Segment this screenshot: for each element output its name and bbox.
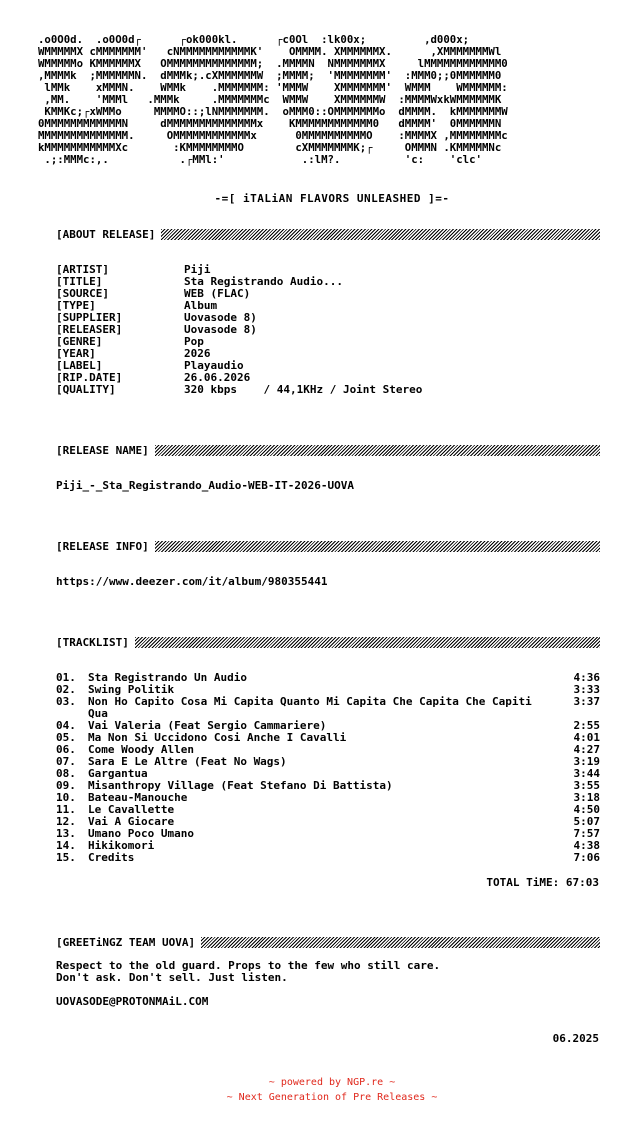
track-num: 06. [56,743,76,756]
track-title: Ma Non Si Uccidono Cosi Anche I Cavalli [88,731,347,744]
release-info-link[interactable]: https://www.deezer.com/it/album/980355441 [56,575,328,588]
track-time: 7:06 [573,851,600,864]
release-name: Piji_-_Sta_Registrando_Audio-WEB-IT-2026-UOVA [56,479,355,492]
about-key: [RIP.DATE] [56,371,123,384]
track-time: 4:01 [573,731,600,744]
section-label: [ABOUT RELEASE] [56,227,156,241]
track-num: 07. [56,755,76,768]
track-time: 4:36 [573,671,600,684]
section-header-about [56,227,600,241]
about-row [56,336,422,348]
track-time: 3:55 [573,779,600,792]
total-time: TOTAL TiME: 67:03 [486,876,599,889]
greetings-line-2: Don't ask. Don't sell. Just listen. [56,971,288,984]
section-label: [GREETiNGZ TEAM UOVA] [56,935,196,949]
track-title: Non Ho Capito Cosa Mi Capita Quanto Mi Capita Che Capita Che Capiti Qua [88,695,532,720]
track-time: 5:07 [573,815,600,828]
track-title: Come Woody Allen [88,743,194,756]
track-title: Vai Valeria (Feat Sergio Cammariere) [88,719,327,732]
track-title: Credits [88,851,135,864]
track-title: Umano Poco Umano [88,827,194,840]
about-key: [LABEL] [56,359,103,372]
track-num: 08. [56,767,76,780]
ascii-art-logo: .o0O0d. .o0O0d┌ ┌ok000kl. ┌c0Ol :lk00x; ,d000x; WMMMMMX cMMMMMMM' cNMMMMMMMMMMMK' OMMMM. XMMMMMMX. ,XMMMMMMMWl WMMMMMo KMMMMMMX OMMMMMMMMMMMMMM; .MMMMN NMMMMMMMX lMMMMMMMMMMMM0 ,MMMMk ;MMMMMMN. dMMMk;.cXMMMMMMW ;MMMM; 'MMMMMMMM' :MMM0;;0MMMMMM0 lMMk xMMMN. WMMk .MMMMMMM: 'MMMW XMMMMMMM' WMMM WMMMMMM: ,MM. 'MMMl .MMMk .MMMMMMMc WMMW XMMMMMMW :MMMMWxkWMMMMMMK KMMKc;┌xWMMo MMMMO::;lNMMMMMMM. oMMM0::OMMMMMMMo dMMMM. kMMMMMMMW 0MMMMMMMMMMMMN dMMMMMMMMMMMMMMx KMMMMMMMMMMMM0 dMMMM' 0MMMMMMN MMMMMMMMMMMMMM. OMMMMMMMMMMMMx 0MMMMMMMMMMO :MMMMX ,MMMMMMMMc kMMMMMMMMMMMXc :KMMMMMMMMO cXMMMMMMMK;┌ OMMMN .KMMMMMNc .;:MMMc:,. .┌MMl:' .:lM?. 'c: 'clc' [38,33,508,166]
about-key: [TYPE] [56,299,96,312]
track-title: Hikikomori [88,839,155,852]
about-value: Album [184,299,218,312]
about-key: [QUALITY] [56,383,116,396]
about-value: Piji [184,263,211,276]
greetings-line-1: Respect to the old guard. Props to the few who still care. [56,959,441,972]
track-time: 4:38 [573,839,600,852]
track-time: 3:18 [573,791,600,804]
hatch-divider [155,445,600,456]
track-row [56,852,600,864]
about-row [56,324,422,336]
track-time: 3:33 [573,683,600,696]
track-time: 4:27 [573,743,600,756]
track-num: 04. [56,719,76,732]
section-label: [TRACKLIST] [56,635,129,649]
track-title: Sta Registrando Un Audio [88,671,247,684]
track-num: 05. [56,731,76,744]
track-title: Sara E Le Altre (Feat No Wags) [88,755,287,768]
track-title: Le Cavallette [88,803,175,816]
track-title: Vai A Giocare [88,815,175,828]
track-time: 3:19 [573,755,600,768]
section-header-release-info [56,539,600,553]
track-time: 7:57 [573,827,600,840]
about-key: [RELEASER] [56,323,123,336]
about-key: [ARTIST] [56,263,109,276]
about-row [56,288,422,300]
track-title: Misanthropy Village (Feat Stefano Di Battista) [88,779,393,792]
about-value: Uovasode 8) [184,323,257,336]
track-num: 10. [56,791,76,804]
about-row [56,384,422,396]
section-header-tracklist [56,635,600,649]
hatch-divider [155,541,600,552]
footer-tagline: ~ Next Generation of Pre Releases ~ [226,1092,438,1103]
about-value: Playaudio [184,359,244,372]
release-date: 06.2025 [552,1032,599,1045]
track-title: Gargantua [88,767,148,780]
track-num: 09. [56,779,76,792]
about-key: [SOURCE] [56,287,109,300]
track-row [56,696,600,720]
about-value: Pop [184,335,204,348]
track-num: 14. [56,839,76,852]
about-value: 26.06.2026 [184,371,251,384]
track-num: 15. [56,851,76,864]
track-num: 11. [56,803,76,816]
track-title: Swing Politik [88,683,175,696]
track-num: 13. [56,827,76,840]
about-release-list [56,264,422,396]
track-time: 2:55 [573,719,600,732]
track-time: 4:50 [573,803,600,816]
tagline: -=[ iTALiAN FLAVORS UNLEASHED ]=- [214,192,450,205]
about-value: Uovasode 8) [184,311,257,324]
section-label: [RELEASE NAME] [56,443,149,457]
section-label: [RELEASE INFO] [56,539,149,553]
hatch-divider [201,937,600,948]
hatch-divider [135,637,600,648]
about-key: [GENRE] [56,335,103,348]
about-value: 320 kbps / 44,1KHz / Joint Stereo [184,383,423,396]
track-num: 03. [56,695,76,708]
about-value: 2026 [184,347,211,360]
hatch-divider [161,229,600,240]
about-key: [YEAR] [56,347,96,360]
about-key: [TITLE] [56,275,103,288]
track-num: 02. [56,683,76,696]
track-row [56,840,600,852]
about-key: [SUPPLIER] [56,311,123,324]
track-time: 3:44 [573,767,600,780]
footer-powered-by[interactable]: ~ powered by NGP.re ~ [268,1077,396,1088]
track-num: 01. [56,671,76,684]
about-value: Sta Registrando Audio... [184,275,343,288]
contact-email[interactable]: UOVASODE@PROTONMAiL.COM [56,995,209,1008]
section-header-release-name [56,443,600,457]
track-time: 3:37 [573,695,600,708]
tracklist [56,672,600,864]
track-title: Bateau-Manouche [88,791,188,804]
about-value: WEB (FLAC) [184,287,251,300]
section-header-greetings [56,935,600,949]
track-num: 12. [56,815,76,828]
